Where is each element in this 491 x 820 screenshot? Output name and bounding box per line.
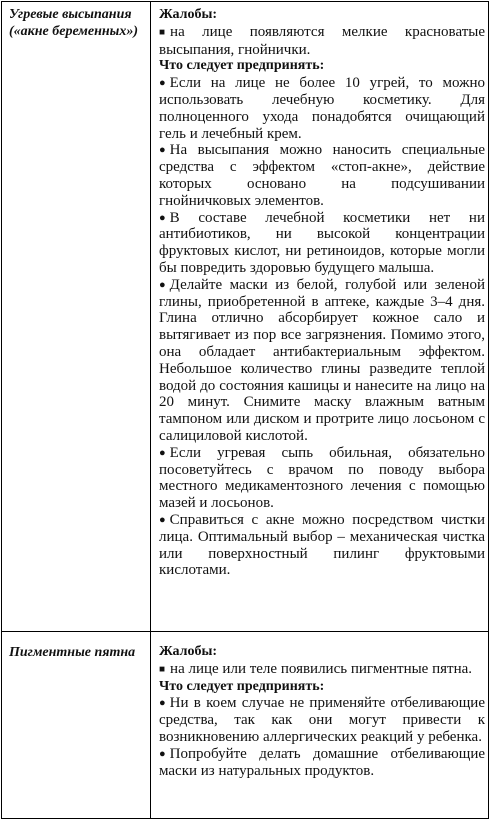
action-text: Делайте маски из белой, голубой или зеленой глины, приобретенной в аптеке, каждые 3–4 дня. Глина отлично абсорбирует кожное сало и вытягивает из пор все загрязнения. Помимо этого, она обладает антибактериальным эффектом. Небольшое количество глины разведите теплой водой до состояния кашицы и нанесите на лицо на 20 минут. Снимите маску влажным ватным тампоном или диском и протрите лицо лосьоном с салициловой кислотой.: [159, 276, 485, 444]
column-divider: [150, 2, 151, 631]
symptoms-table: [1, 1, 489, 819]
complaints-header: Жалобы:: [159, 7, 218, 22]
table-row: [2, 2, 488, 632]
action-text: Ни в коем случае не применяйте отбеливающие средства, так как они могут привести к возникновению аллергических реакций у ребенка.: [159, 695, 485, 745]
actions-header: Что следует предпринять:: [159, 678, 325, 694]
condition-name: Пигментные пятна: [9, 645, 136, 660]
action-text: Справиться с акне можно посредством чистки лица. Оптимальный выбор – механическая чистка или поверхностный пилинг фруктовыми кислотами.: [159, 511, 485, 579]
condition-details: [159, 644, 485, 779]
action-item: [159, 75, 485, 142]
condition-name: Угревые высыпания («акне беременных»): [9, 7, 139, 39]
action-item: [159, 746, 485, 780]
action-text: На высыпания можно наносить специальные средства с эффектом «стоп-акне», действие которых основано на подсушивании гнойничковых элементов.: [159, 142, 485, 209]
complaints-header: Жалобы:: [159, 644, 218, 659]
complaint-text: на лице или теле появились пигментные пятна.: [170, 660, 473, 677]
action-item: [159, 277, 485, 445]
actions-header: Что следует предпринять:: [159, 58, 325, 74]
action-item: [159, 142, 485, 209]
action-item: [159, 210, 485, 277]
action-text: Если угревая сыпь обильная, обязательно посоветуйтесь с врачом по поводу выбора местного медикаментозного лечения с помощью мазей и лосьонов.: [159, 444, 485, 512]
action-item: [159, 445, 485, 512]
action-text: В составе лечебной косметики нет ни антибиотиков, ни высокой концентрации фруктовых кислот, ни ретиноидов, которые могли бы повредить здоровью будущего малыша.: [159, 209, 485, 276]
action-item: [159, 512, 485, 579]
table-row: [2, 632, 488, 818]
action-text: Попробуйте делать домашние отбеливающие маски из натуральных продуктов.: [159, 745, 485, 779]
complaint-item: [159, 24, 485, 59]
action-item: [159, 695, 485, 745]
column-divider: [150, 632, 151, 818]
action-text: Если на лице не более 10 угрей, то можно использовать лечебную косметику. Для полноценного ухода понадобятся очищающий гель и лечебный крем.: [159, 75, 485, 142]
complaint-item: [159, 661, 485, 679]
complaint-text: на лице появляются мелкие красноватые высыпания, гнойнички.: [159, 23, 485, 58]
condition-details: [159, 7, 485, 579]
